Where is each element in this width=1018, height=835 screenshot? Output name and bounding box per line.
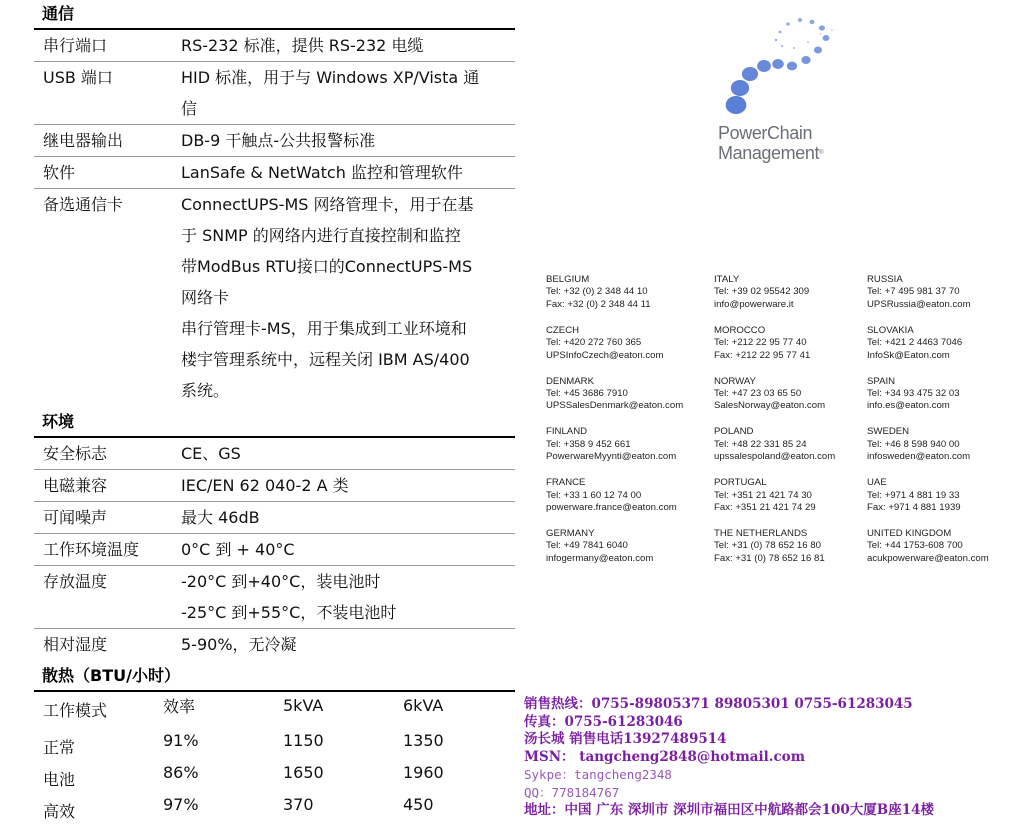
heat-cell: 97% [163,795,199,814]
contact-line: SalesNorway@eaton.com [714,400,826,412]
contact-country: GERMANY [546,527,595,539]
logo-dot [772,59,784,69]
contact-line: Tel: +33 1 60 12 74 00 [546,489,642,501]
env-row-label: 存放温度 [43,572,108,591]
heat-cell: 1960 [403,763,444,782]
contact-line: Tel: +421 2 4463 7046 [867,337,963,349]
contact-entry [867,274,1016,325]
env-row-value-line: -25°C 到+55°C，不装电池时 [181,603,397,622]
contact-entry [714,426,867,477]
logo-dot [823,35,830,41]
contact-country: MOROCCO [714,324,766,336]
contact-entry [546,477,714,528]
env-row-value [181,470,515,501]
heat-cell: 1650 [283,763,324,782]
env-row-value-line: CE、GS [181,444,241,463]
contact-line: Tel: +34 93 475 32 03 [867,388,960,399]
comm-row-value-line: LanSafe & NetWatch 监控和管理软件 [181,163,463,182]
env-row-label: 安全标志 [43,444,108,463]
contact-line: Tel: +7 495 981 37 70 [867,286,960,298]
comm-table [34,30,515,406]
comm-row [34,157,515,189]
comm-row-value-line: 串行管理卡-MS，用于集成到工业环境和 [181,319,467,338]
contact-line: upssalespoland@eaton.com [714,451,836,463]
contact-country: NORWAY [714,375,756,387]
contact-line: UPSInfoCzech@eaton.com [546,349,664,361]
env-row-label: 工作环境温度 [43,540,140,559]
comm-row-value-line: RS-232 标准，提供 RS-232 电缆 [181,36,424,55]
contact-line: Tel: +49 7841 6040 [546,540,628,552]
comm-row-label: USB 端口 [43,68,113,87]
contact-line: Fax: +351 21 421 74 29 [714,502,816,513]
comm-row-value-line: DB-9 干触点-公共报警标准 [181,131,376,150]
logo-mark: ® [819,150,824,156]
comm-row-label: 继电器输出 [43,131,124,150]
section-title-env: 环境 [34,408,515,438]
comm-row [34,62,515,125]
logo-dot [731,80,749,96]
env-row [34,470,515,502]
env-row-value [181,629,515,660]
contact-country: SWEDEN [867,426,910,438]
contact-entry [867,477,1016,528]
env-row [34,629,515,660]
contact-line: Fax: +212 22 95 77 41 [714,349,811,361]
contact-entry [867,325,1016,376]
sales-line: 传真：0755-61283046 [524,713,683,730]
contact-line: infogermany@eaton.com [546,552,654,564]
section-title-comm: 通信 [34,0,515,30]
env-row-value-line: 最大 46dB [181,508,260,527]
comm-row [34,125,515,157]
env-row-value-line: -20°C 到+40°C，装电池时 [181,572,381,591]
env-row-label: 电磁兼容 [43,476,108,495]
env-row-value-line: IEC/EN 62 040-2 A 类 [181,476,349,495]
env-row [34,438,515,470]
heat-cell: 370 [283,795,314,814]
contact-line: Fax: +32 (0) 2 348 44 11 [546,298,651,310]
comm-row-value-line: 楼宇管理系统中，远程关闭 IBM AS/400 [181,350,470,369]
contact-country: DENMARK [546,375,594,387]
contact-country: PORTUGAL [714,477,767,489]
heat-header-cell: 工作模式 [43,700,108,720]
logo-dot [775,39,778,41]
contact-line: Fax: +31 (0) 78 652 16 81 [714,552,825,564]
contact-line: info@powerware.it [714,298,794,310]
contact-country: ITALY [714,274,740,285]
logo-dot [814,47,822,54]
comm-row [34,30,515,62]
env-row [34,566,515,629]
contact-country: RUSSIA [867,274,903,285]
logo-dot [798,18,802,22]
contact-line: Tel: +351 21 421 74 30 [714,489,812,501]
logo-line2: Management [718,143,820,163]
env-row-value [181,502,515,533]
heat-cell: 86% [163,763,199,782]
contact-entry [546,528,714,579]
logo-dot [801,56,810,64]
contact-entry [714,528,867,579]
contact-entry [714,477,867,528]
logo-dot [819,25,825,30]
sales-line: 地址：中国 广东 深圳市 深圳市福田区中航路都会100大厦B座14楼 [524,801,934,818]
logo-dot [807,41,809,43]
country-contacts [546,274,1016,579]
heat-row [34,790,515,822]
logo-wordmark [718,123,823,163]
logo-dot [757,60,771,72]
env-row-value-line: 5-90%，无冷凝 [181,635,297,654]
sales-line: MSN： tangcheng2848@hotmail.com [524,748,805,765]
comm-row-value [181,62,515,124]
env-row [34,502,515,534]
contact-country: SPAIN [867,375,896,387]
comm-row-label: 串行端口 [43,36,108,55]
contact-line: PowerwareMyynti@eaton.com [546,451,677,463]
comm-row-value-line: 网络卡 [181,288,230,307]
contact-line: Tel: +39 02 95542 309 [714,286,810,298]
sales-info [524,696,1014,819]
contact-entry [546,325,714,376]
contact-country: UNITED KINGDOM [867,527,952,539]
contact-line: Tel: +45 3686 7910 [546,388,628,399]
contact-entry [867,528,1016,579]
contact-entry [714,325,867,376]
logo-dot [831,29,833,31]
heat-header-cell: 效率 [163,696,196,716]
contact-line: Tel: +31 (0) 78 652 16 80 [714,540,821,552]
contact-line: Tel: +44 1753-608 700 [867,540,963,552]
env-row-value [181,566,515,628]
contact-line: InfoSk@Eaton.com [867,349,950,361]
comm-row-value-line: 系统。 [181,381,230,400]
comm-row-value-line: 带ModBus RTU接口的ConnectUPS-MS [181,257,473,276]
env-table [34,438,515,660]
env-row-value-line: 0°C 到 + 40°C [181,540,295,559]
contact-line: UPSSalesDenmark@eaton.com [546,400,684,412]
sales-line: 销售热线：0755-89805371 89805301 0755-61283045 [524,696,913,712]
logo-dot [742,67,758,81]
contact-country: FRANCE [546,477,586,489]
heat-row [34,726,515,758]
comm-row-value [181,30,515,61]
contact-line: info.es@eaton.com [867,400,950,412]
contact-line: Tel: +420 272 760 365 [546,337,642,349]
sales-line: QQ：778184767 [524,784,620,800]
heat-cell: 1150 [283,731,324,750]
contact-line: powerware.france@eaton.com [546,502,677,513]
contact-line: UPSRussia@eaton.com [867,298,971,310]
contact-country: BELGIUM [546,274,590,285]
heat-header-row [34,692,515,726]
section-title-heat: 散热（BTU/小时） [34,662,515,692]
comm-row [34,189,515,406]
comm-row-value [181,125,515,156]
env-row-value [181,534,515,565]
contact-entry [867,426,1016,477]
heat-header-cell: 5kVA [283,695,324,715]
comm-row-value-line: HID 标准，用于与 Windows XP/Vista 通 [181,68,480,87]
comm-row-label: 软件 [43,163,76,182]
contact-line: Tel: +46 8 598 940 00 [867,438,960,450]
contact-entry [867,376,1016,427]
logo-dot [781,45,784,47]
heat-cell: 正常 [43,738,76,757]
logo-dot [809,20,814,24]
contact-country: POLAND [714,426,754,438]
contact-entry [714,274,867,325]
logo-dot [778,31,781,34]
contact-entry [546,426,714,477]
contact-country: CZECH [546,324,580,336]
comm-row-value-line: ConnectUPS-MS 网络管理卡，用于在基 [181,195,474,214]
heat-cell: 1350 [403,731,444,750]
env-row-label: 相对湿度 [43,635,108,654]
env-row-label: 可闻噪声 [43,508,108,527]
heat-cell: 450 [403,795,434,814]
contact-line: infosweden@eaton.com [867,451,971,463]
heat-row [34,758,515,790]
contact-country: SLOVAKIA [867,324,914,336]
logo-dot [793,47,795,49]
sales-line: Sykpe：tangcheng2348 [524,767,672,783]
contact-line: Tel: +971 4 881 19 33 [867,489,960,501]
heat-cell: 91% [163,731,199,750]
logo-dot [726,96,747,114]
contact-line: Tel: +212 22 95 77 40 [714,337,807,349]
contact-entry [546,376,714,427]
comm-row-label: 备选通信卡 [43,195,124,214]
comm-row-value-line: 信 [181,99,198,118]
contact-line: Tel: +48 22 331 85 24 [714,438,807,450]
contact-line: acukpowerware@eaton.com [867,552,989,564]
contact-line: Tel: +32 (0) 2 348 44 10 [546,286,648,298]
logo-dot [819,33,821,35]
env-row-value [181,438,515,469]
contact-country: FINLAND [546,426,588,438]
heat-cell: 高效 [43,802,76,821]
spec-sheet [34,0,515,822]
comm-row-value [181,157,515,188]
comm-row-value [181,189,515,406]
contact-country: UAE [867,477,887,489]
contact-line: Fax: +971 4 881 1939 [867,502,961,513]
heat-cell: 电池 [43,770,76,789]
logo-dot [786,22,790,25]
heat-table [34,692,515,822]
contact-entry [714,376,867,427]
heat-header-cell: 6kVA [403,695,444,715]
sales-line: 汤长城 销售电话13927489514 [524,731,727,748]
contact-line: Tel: +358 9 452 661 [546,438,631,450]
contact-entry [546,274,714,325]
logo-dot [787,62,797,71]
comm-row-value-line: 于 SNMP 的网络内进行直接控制和监控 [181,226,461,245]
contact-country: THE NETHERLANDS [714,527,808,539]
env-row [34,534,515,566]
contact-line: Tel: +47 23 03 65 50 [714,388,802,399]
logo-line1: PowerChain [718,123,813,143]
